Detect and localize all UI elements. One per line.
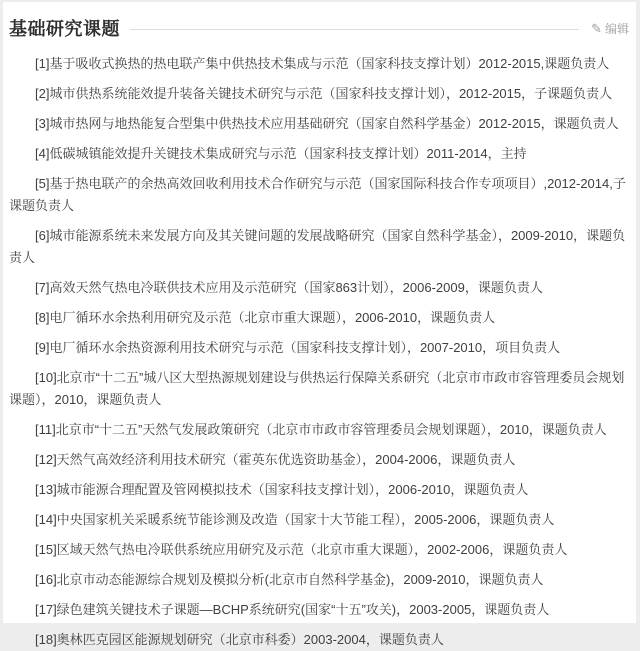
page-title: 基础研究课题: [9, 15, 120, 41]
research-item: [5]基于热电联产的余热高效回收利用技术合作研究与示范（国家国际科技合作专项项目）,2012-2014,子课题负责人: [9, 173, 629, 217]
research-item: [16]北京市动态能源综合规划及模拟分析(北京市自然科学基金)，2009-2010，课题负责人: [9, 569, 629, 591]
research-item: [8]电厂循环水余热利用研究及示范（北京市重大课题），2006-2010，课题负责人: [9, 307, 629, 329]
research-item: [13]城市能源合理配置及管网模拟技术（国家科技支撑计划），2006-2010，课题负责人: [9, 479, 629, 501]
research-item: [1]基于吸收式换热的热电联产集中供热技术集成与示范（国家科技支撑计划）2012-2015,课题负责人: [9, 53, 629, 75]
research-item: [9]电厂循环水余热资源利用技术研究与示范（国家科技支撑计划），2007-2010，项目负责人: [9, 337, 629, 359]
edit-button-label: 编辑: [605, 20, 629, 37]
edit-button[interactable]: [591, 20, 629, 37]
content-panel: [3, 2, 636, 623]
research-topic-list: [9, 53, 629, 651]
research-item: [18]奥林匹克园区能源规划研究（北京市科委）2003-2004，课题负责人: [9, 629, 629, 651]
research-item: [14]中央国家机关采暖系统节能诊测及改造（国家十大节能工程），2005-2006，课题负责人: [9, 509, 629, 531]
section-header: [9, 2, 629, 43]
research-item: [15]区域天然气热电冷联供系统应用研究及示范（北京市重大课题），2002-2006，课题负责人: [9, 539, 629, 561]
research-item: [6]城市能源系统未来发展方向及其关键问题的发展战略研究（国家自然科学基金），2009-2010，课题负责人: [9, 225, 629, 269]
research-item: [4]低碳城镇能效提升关键技术集成研究与示范（国家科技支撑计划）2011-2014，主持: [9, 143, 629, 165]
research-item: [11]北京市“十二五”天然气发展政策研究（北京市市政市容管理委员会规划课题），2010，课题负责人: [9, 419, 629, 441]
research-item: [12]天然气高效经济利用技术研究（霍英东优选资助基金），2004-2006，课题负责人: [9, 449, 629, 471]
research-item: [3]城市热网与地热能复合型集中供热技术应用基础研究（国家自然科学基金）2012-2015，课题负责人: [9, 113, 629, 135]
research-item: [17]绿色建筑关键技术子课题—BCHP系统研究(国家“十五”攻关)，2003-2005，课题负责人: [9, 599, 629, 621]
pencil-icon: ✎: [591, 22, 602, 35]
research-item: [10]北京市“十二五”城八区大型热源规划建设与供热运行保障关系研究（北京市市政市容管理委员会规划课题），2010，课题负责人: [9, 367, 629, 411]
research-item: [7]高效天然气热电冷联供技术应用及示范研究（国家863计划），2006-2009，课题负责人: [9, 277, 629, 299]
header-divider: [130, 29, 579, 30]
research-item: [2]城市供热系统能效提升装备关键技术研究与示范（国家科技支撑计划），2012-2015，子课题负责人: [9, 83, 629, 105]
